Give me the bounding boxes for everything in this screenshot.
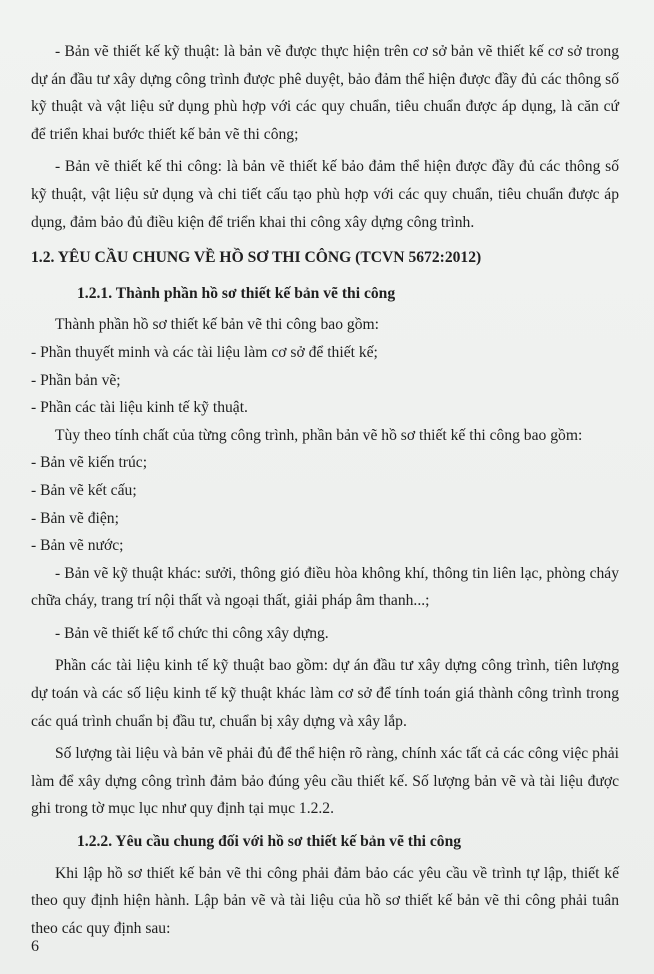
list-item: - Bản vẽ điện; bbox=[31, 509, 119, 527]
page-content bbox=[31, 38, 619, 947]
subsection-heading-2: 1.2.2. Yêu cầu chung đối với hồ sơ thiết kế bản vẽ thi công bbox=[77, 833, 462, 851]
list-item: - Bản vẽ kiến trúc; bbox=[31, 454, 148, 472]
paragraph-construction-drawing: - Bản vẽ thiết kế thi công: là bản vẽ thiết kế bảo đảm thể hiện được đầy đủ các thông số kỹ thuật, vật liệu sử dụng và chi tiết cấu tạo phù hợp với các quy chuẩn, tiêu chuẩn được áp dụng, đảm bảo đủ điều kiện để triển khai thi công xây dựng công trình. bbox=[31, 158, 619, 231]
list-item: - Phần thuyết minh và các tài liệu làm cơ sở để thiết kế; bbox=[31, 343, 378, 361]
list-item: - Phần các tài liệu kinh tế kỹ thuật. bbox=[31, 399, 248, 417]
paragraph-econ-docs: Phần các tài liệu kinh tế kỹ thuật bao gồm: dự án đầu tư xây dựng công trình, tiên lượng dự toán và các số liệu kinh tế kỹ thuật khác làm cơ sở để tính toán giá thành công trình trong các quá trình chuẩn bị đầu tư, chuẩn bị xây dựng và xây lắp. bbox=[31, 657, 619, 730]
list-item: - Bản vẽ thiết kế tổ chức thi công xây dựng. bbox=[55, 624, 329, 642]
page-number: 6 bbox=[31, 938, 39, 955]
paragraph-general-requirements: Khi lập hồ sơ thiết kế bản vẽ thi công phải đảm bảo các yêu cầu về trình tự lập, thiết kế theo quy định hiện hành. Lập bản vẽ và tài liệu của hồ sơ thiết kế bản vẽ thi công phải tuân theo các quy định sau: bbox=[31, 864, 619, 937]
subsection-1-intro2: Tùy theo tính chất của từng công trình, phần bản vẽ hồ sơ thiết kế thi công bao gồm: bbox=[55, 426, 583, 444]
paragraph-technical-drawing: - Bản vẽ thiết kế kỹ thuật: là bản vẽ được thực hiện trên cơ sở bản vẽ thiết kế cơ sở trong dự án đầu tư xây dựng công trình được phê duyệt, bảo đảm thể hiện được đầy đủ các thông số kỹ thuật và vật liệu sử dụng phù hợp với các quy chuẩn, tiêu chuẩn được áp dụng, là căn cứ để triển khai bước thiết kế bản vẽ thi công; bbox=[31, 43, 619, 143]
subsection-heading-1: 1.2.1. Thành phần hồ sơ thiết kế bản vẽ thi công bbox=[77, 284, 396, 302]
list-item: - Bản vẽ kết cấu; bbox=[31, 481, 137, 499]
list-item: - Bản vẽ nước; bbox=[31, 537, 124, 555]
list-item: - Bản vẽ kỹ thuật khác: sưởi, thông gió điều hòa không khí, thông tin liên lạc, phòng cháy chữa cháy, trang trí nội thất và ngoại thất, giải pháp âm thanh...; bbox=[31, 564, 619, 610]
subsection-1-intro: Thành phần hồ sơ thiết kế bản vẽ thi công bao gồm: bbox=[55, 316, 379, 334]
section-heading: 1.2. YÊU CẦU CHUNG VỀ HỒ SƠ THI CÔNG (TCVN 5672:2012) bbox=[31, 249, 482, 267]
paragraph-doc-count: Số lượng tài liệu và bản vẽ phải đủ để thể hiện rõ ràng, chính xác tất cả các công việc phải làm để xây dựng công trình đảm bảo đúng yêu cầu thiết kế. Số lượng bản vẽ và tài liệu được ghi trong tờ mục lục như quy định tại mục 1.2.2. bbox=[31, 745, 619, 818]
list-item: - Phần bản vẽ; bbox=[31, 371, 121, 389]
